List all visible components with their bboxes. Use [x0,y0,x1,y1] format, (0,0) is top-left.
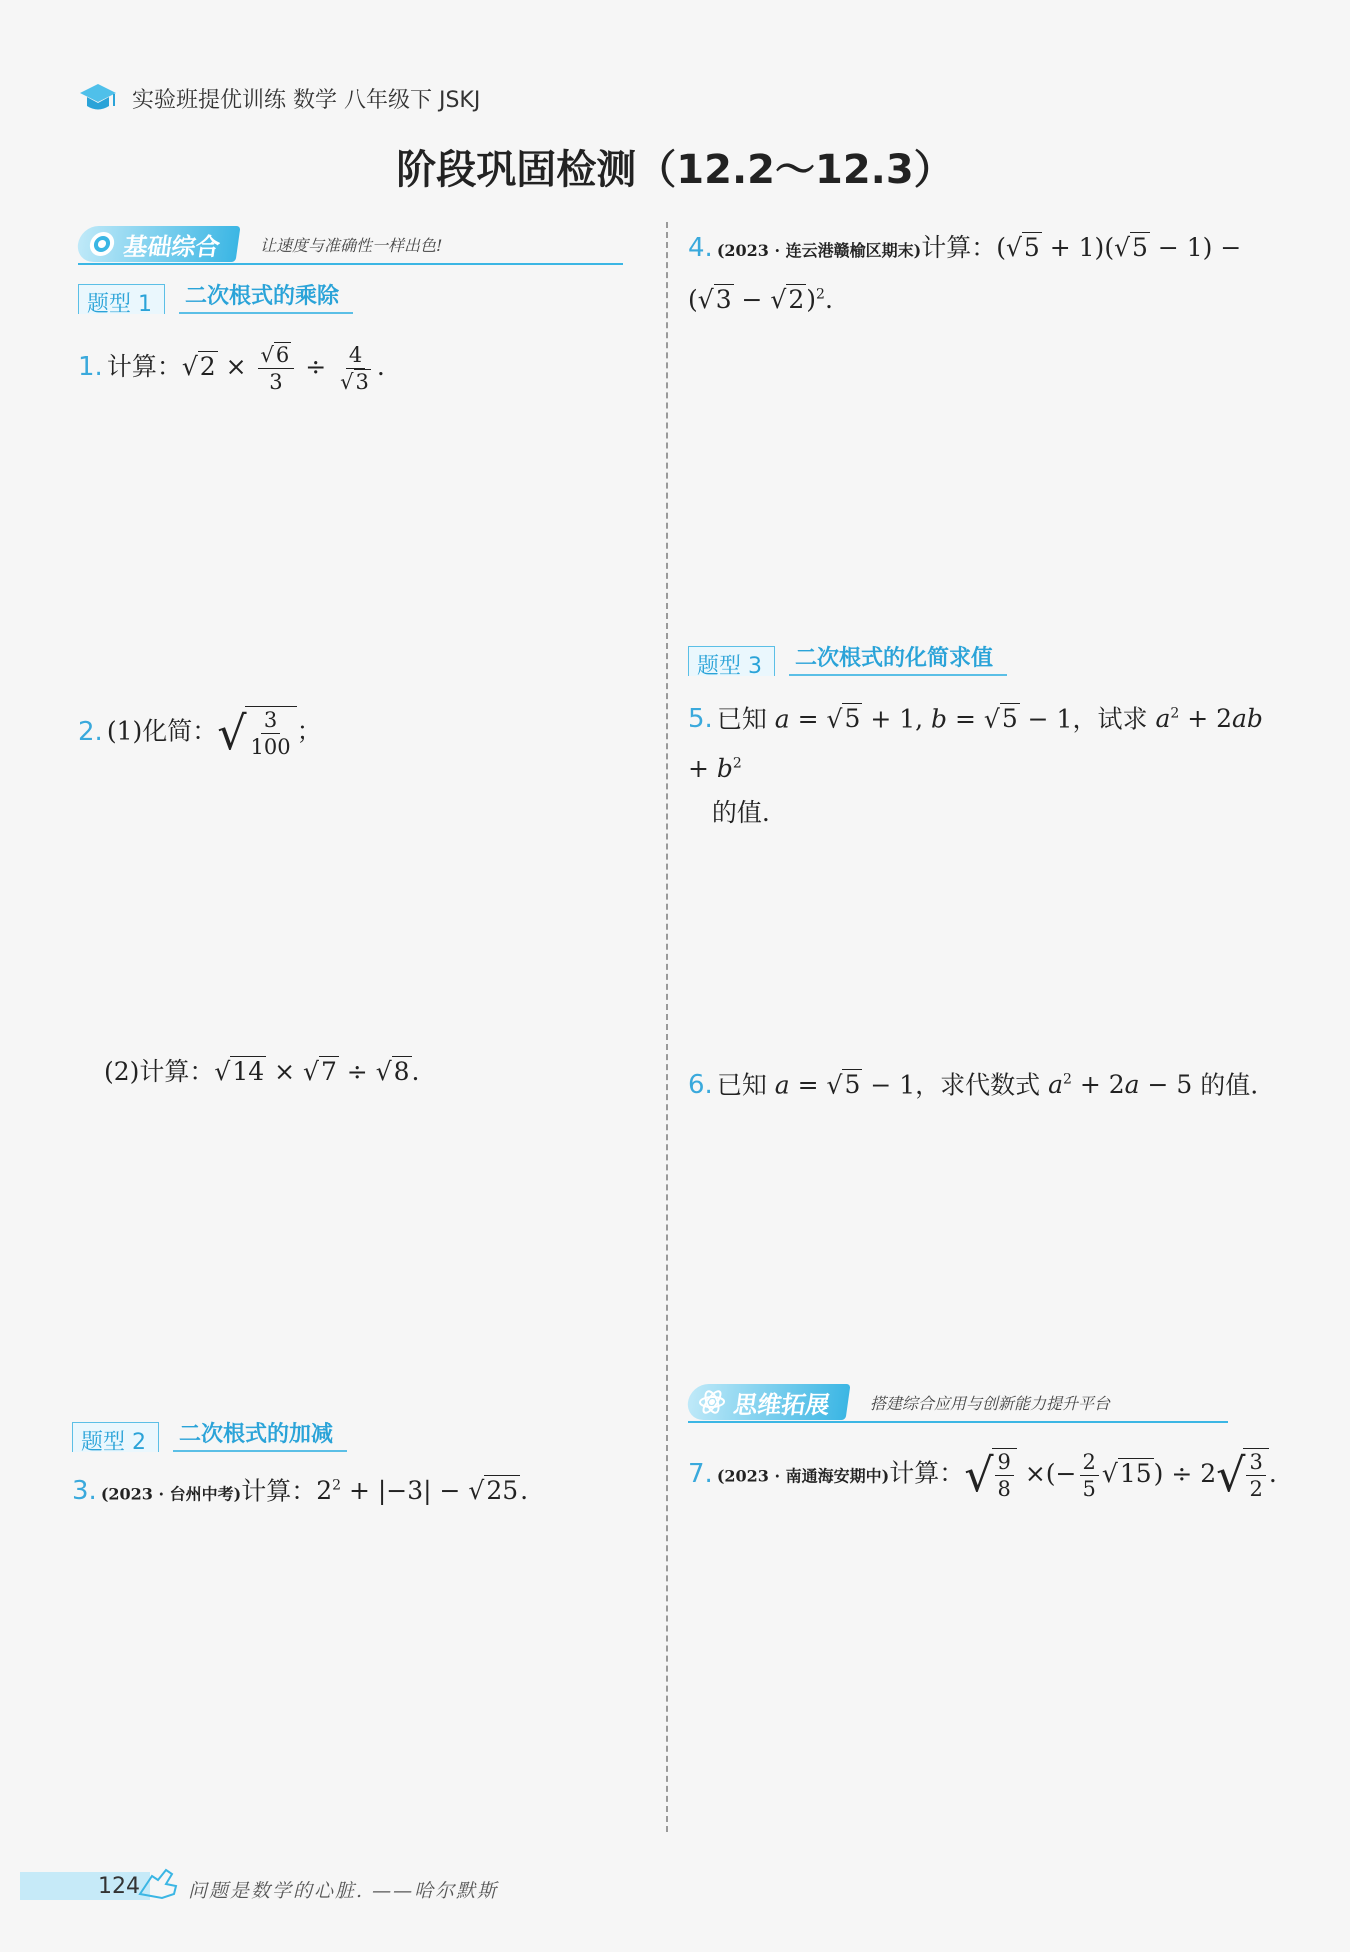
problem-prefix: 计算： [889,1458,965,1488]
problem-number: 3. [72,1476,97,1507]
banner-badge [75,226,240,262]
topic-label: 题型 3 [688,646,775,676]
problem-expression: √2 × $\frac{√6}{3}$ ÷ $\frac{4}{√3}$ . [181,343,385,394]
problem-prefix: 计算： [241,1476,317,1506]
problem-target: $a^2 + 2a - 5$ [1048,1070,1193,1100]
problem-part: (1)化简： [106,716,218,746]
problem-suffix: 的值. [711,797,770,827]
topic-name: 二次根式的乘除 [179,279,353,314]
banner-underline [688,1421,1228,1423]
problem-number: 6. [688,1070,713,1101]
problem-source: (2023 · 南通海安期中) [716,1466,890,1486]
problem-expression: √14 × √7 ÷ √8. [214,1057,420,1086]
banner-underline [78,263,623,265]
topic-name: 二次根式的加减 [173,1417,347,1452]
target-icon [86,230,118,258]
section-title: 思维拓展 [731,1390,832,1419]
problem-number: 5. [688,704,713,735]
problem-7 [688,1448,1328,1502]
section-title: 基础综合 [121,232,222,261]
problem-part: (2)计算： [104,1057,215,1086]
topic-header-3 [688,642,1007,679]
section-subtitle: 让速度与准确性一样出色! [260,235,443,255]
problem-prefix: 已知 [716,1070,767,1100]
problem-prefix: 计算： [106,352,182,381]
atom-icon [696,1388,728,1416]
problem-middle: ，试求 [1072,704,1148,734]
problem-number: 7. [688,1458,713,1489]
topic-header-1 [78,280,353,317]
page-footer [20,1862,1020,1902]
section-subtitle: 搭建综合应用与创新能力提升平台 [870,1393,1111,1413]
problem-source: (2023 · 连云港赣榆区期末) [716,241,922,260]
problem-number: 1. [78,352,103,382]
section-banner-basic [78,226,442,262]
page-title: 阶段巩固检测（12.2～12.3） [396,147,954,193]
topic-label: 题型 2 [72,1422,159,1452]
problem-1 [78,342,385,395]
problem-prefix: 已知 [716,704,767,734]
problem-source: (2023 · 台州中考) [100,1484,242,1504]
problem-5 [688,692,1288,835]
hand-pointer-icon [136,1864,182,1904]
problem-expression: a = √5 + 1, b = √5 − 1 [774,704,1073,734]
book-title: 实验班提优训练 数学 八年级下 JSKJ [132,87,481,113]
problem-number: 4. [688,233,713,263]
problem-2-part-1: 2. (1)化简： √ $\frac{3}{100}$ ； [78,706,322,760]
banner-badge [685,1384,850,1420]
problem-2-part-2 [104,1050,420,1094]
section-banner-extension [688,1384,1110,1420]
problem-expression: $2^2 + |-3| - √25$. [316,1476,529,1506]
topic-label: 题型 1 [78,284,165,314]
topic-header-2 [72,1418,347,1455]
problem-expression: (√5 + 1)(√5 − 1) − $(√3 - √2)^2$. [688,233,1242,315]
problem-number: 2. [78,716,103,747]
problem-expression: a = √5 − 1 [774,1070,916,1100]
problem-prefix: 计算： [921,233,997,262]
problem-6 [688,1058,1288,1107]
column-divider [666,222,668,1832]
page-number: 124 [98,1874,140,1899]
topic-name: 二次根式的化简求值 [789,641,1007,676]
page-header [78,82,480,114]
problem-middle: ，求代数式 [915,1070,1041,1100]
problem-3 [72,1464,528,1516]
problem-4 [688,226,1288,322]
footer-quote: 问题是数学的心脏. ——哈尔默斯 [188,1880,499,1902]
problem-expression: √ $\frac{3}{100}$ [217,706,296,760]
problem-target: $a^2 + 2ab + b^2$ [688,704,1263,783]
problem-suffix: 的值. [1200,1070,1259,1100]
problem-expression: √ $\frac{9}{8}$ ×(− $\frac{2}{5}$ √15) ÷ 2 √ $\frac{3}{2}$ . [964,1448,1277,1502]
graduation-cap-icon [78,82,118,114]
